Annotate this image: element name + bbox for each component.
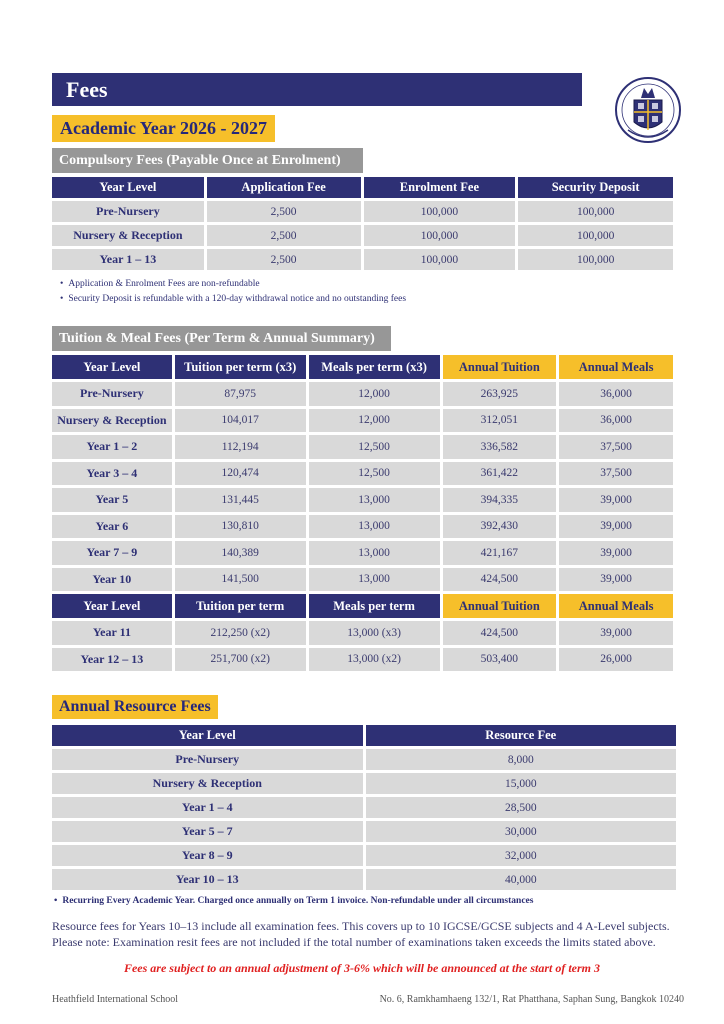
tuition-cell: 141,500 (175, 568, 306, 592)
resource-fee-cell: 30,000 (366, 821, 677, 842)
tuition-fees-heading: Tuition & Meal Fees (Per Term & Annual Summary) (52, 326, 391, 351)
note-item: • Security Deposit is refundable with a 120-day withdrawal notice and no outstanding fees (60, 292, 406, 307)
meals-cell: 13,000 (x3) (309, 621, 440, 645)
annual-meals-cell: 39,000 (559, 621, 673, 645)
annual-meals-cell: 36,000 (559, 409, 673, 433)
column-header: Year Level (52, 725, 363, 746)
table-row (52, 821, 676, 842)
year-level-cell: Year 7 – 9 (52, 541, 172, 565)
enrolment-fee-cell: 100,000 (364, 249, 516, 270)
year-level-cell: Year 1 – 4 (52, 797, 363, 818)
meals-cell: 12,000 (309, 382, 440, 406)
annual-meals-cell: 39,000 (559, 515, 673, 539)
column-header: Meals per term (309, 594, 440, 618)
security-deposit-cell: 100,000 (518, 249, 673, 270)
annual-tuition-cell: 424,500 (443, 621, 557, 645)
security-deposit-cell: 100,000 (518, 201, 673, 222)
resource-fees-table (49, 722, 679, 893)
annual-meals-cell: 37,500 (559, 435, 673, 459)
resource-fee-cell: 15,000 (366, 773, 677, 794)
tuition-cell: 251,700 (x2) (175, 648, 306, 672)
annual-meals-cell: 37,500 (559, 462, 673, 486)
tuition-cell: 87,975 (175, 382, 306, 406)
table-row (52, 409, 673, 433)
year-level-cell: Nursery & Reception (52, 773, 363, 794)
year-level-cell: Year 5 – 7 (52, 821, 363, 842)
table-row (52, 225, 673, 246)
table-row (52, 869, 676, 890)
tuition-cell: 131,445 (175, 488, 306, 512)
compulsory-notes (60, 277, 406, 307)
table-row (52, 621, 673, 645)
column-header: Annual Tuition (443, 594, 557, 618)
table-row (52, 541, 673, 565)
tuition-cell: 212,250 (x2) (175, 621, 306, 645)
table-row (52, 845, 676, 866)
year-level-cell: Pre-Nursery (52, 749, 363, 770)
compulsory-fees-heading: Compulsory Fees (Payable Once at Enrolment) (52, 148, 363, 173)
table-header-row (52, 355, 673, 379)
tuition-cell: 140,389 (175, 541, 306, 565)
enrolment-fee-cell: 100,000 (364, 201, 516, 222)
year-level-cell: Year 10 – 13 (52, 869, 363, 890)
column-header: Annual Meals (559, 594, 673, 618)
year-level-cell: Year 8 – 9 (52, 845, 363, 866)
paragraph-line: Resource fees for Years 10–13 include all examination fees. This covers up to 10 IGCSE/GCSE subjects and 4 A-Level subjects. (52, 919, 670, 933)
tuition-cell: 112,194 (175, 435, 306, 459)
table-row (52, 488, 673, 512)
meals-cell: 12,500 (309, 435, 440, 459)
table-row (52, 382, 673, 406)
table-row (52, 515, 673, 539)
column-header: Year Level (52, 594, 172, 618)
table-header-row (52, 177, 673, 198)
annual-meals-cell: 26,000 (559, 648, 673, 672)
tuition-meal-fees-table (49, 352, 676, 674)
table-row (52, 773, 676, 794)
tuition-cell: 120,474 (175, 462, 306, 486)
table-header-row (52, 594, 673, 618)
resource-fee-cell: 32,000 (366, 845, 677, 866)
meals-cell: 13,000 (309, 488, 440, 512)
year-level-cell: Year 6 (52, 515, 172, 539)
column-header: Annual Tuition (443, 355, 557, 379)
column-header: Year Level (52, 177, 204, 198)
column-header: Security Deposit (518, 177, 673, 198)
column-header: Tuition per term (175, 594, 306, 618)
column-header: Application Fee (207, 177, 361, 198)
annual-tuition-cell: 312,051 (443, 409, 557, 433)
column-header: Year Level (52, 355, 172, 379)
resource-paragraph (52, 918, 692, 950)
application-fee-cell: 2,500 (207, 249, 361, 270)
column-header: Annual Meals (559, 355, 673, 379)
paragraph-line: Please note: Examination resit fees are not included if the total number of examinations taken exceeds the limits stated above. (52, 935, 656, 949)
resource-note: • Recurring Every Academic Year. Charged once annually on Term 1 invoice. Non-refundable under all circumstances (54, 896, 533, 906)
annual-tuition-cell: 503,400 (443, 648, 557, 672)
table-row (52, 648, 673, 672)
application-fee-cell: 2,500 (207, 201, 361, 222)
meals-cell: 13,000 (309, 568, 440, 592)
meals-cell: 13,000 (x2) (309, 648, 440, 672)
annual-meals-cell: 39,000 (559, 541, 673, 565)
table-row (52, 249, 673, 270)
academic-year-label: Academic Year 2026 - 2027 (52, 115, 275, 142)
year-level-cell: Year 1 – 2 (52, 435, 172, 459)
enrolment-fee-cell: 100,000 (364, 225, 516, 246)
column-header: Resource Fee (366, 725, 677, 746)
meals-cell: 12,000 (309, 409, 440, 433)
application-fee-cell: 2,500 (207, 225, 361, 246)
year-level-cell: Year 1 – 13 (52, 249, 204, 270)
year-level-cell: Pre-Nursery (52, 382, 172, 406)
year-level-cell: Year 5 (52, 488, 172, 512)
resource-fee-cell: 8,000 (366, 749, 677, 770)
note-item: • Application & Enrolment Fees are non-refundable (60, 277, 406, 292)
fee-adjustment-note: Fees are subject to an annual adjustment of 3-6% which will be announced at the start of term 3 (123, 961, 601, 975)
table-row (52, 462, 673, 486)
annual-meals-cell: 39,000 (559, 488, 673, 512)
footer-address: No. 6, Ramkhamhaeng 132/1, Rat Phatthana, Saphan Sung, Bangkok 10240 (379, 994, 684, 1005)
table-row (52, 749, 676, 770)
table-row (52, 201, 673, 222)
table-row (52, 568, 673, 592)
annual-meals-cell: 36,000 (559, 382, 673, 406)
resource-fee-cell: 28,500 (366, 797, 677, 818)
meals-cell: 13,000 (309, 515, 440, 539)
column-header: Meals per term (x3) (309, 355, 440, 379)
year-level-cell: Nursery & Reception (52, 409, 172, 433)
tuition-cell: 130,810 (175, 515, 306, 539)
year-level-cell: Year 11 (52, 621, 172, 645)
resource-fees-heading: Annual Resource Fees (52, 695, 218, 719)
year-level-cell: Year 10 (52, 568, 172, 592)
year-level-cell: Nursery & Reception (52, 225, 204, 246)
annual-tuition-cell: 336,582 (443, 435, 557, 459)
column-header: Enrolment Fee (364, 177, 516, 198)
year-level-cell: Pre-Nursery (52, 201, 204, 222)
column-header: Tuition per term (x3) (175, 355, 306, 379)
page-title: Fees (52, 73, 582, 106)
table-row (52, 435, 673, 459)
meals-cell: 13,000 (309, 541, 440, 565)
meals-cell: 12,500 (309, 462, 440, 486)
annual-tuition-cell: 421,167 (443, 541, 557, 565)
year-level-cell: Year 12 – 13 (52, 648, 172, 672)
annual-tuition-cell: 394,335 (443, 488, 557, 512)
annual-tuition-cell: 392,430 (443, 515, 557, 539)
table-header-row (52, 725, 676, 746)
compulsory-fees-table (49, 174, 676, 273)
annual-tuition-cell: 424,500 (443, 568, 557, 592)
tuition-cell: 104,017 (175, 409, 306, 433)
footer-school-name: Heathfield International School (52, 994, 179, 1005)
table-row (52, 797, 676, 818)
annual-tuition-cell: 263,925 (443, 382, 557, 406)
year-level-cell: Year 3 – 4 (52, 462, 172, 486)
annual-tuition-cell: 361,422 (443, 462, 557, 486)
resource-fee-cell: 40,000 (366, 869, 677, 890)
school-crest-logo (614, 70, 682, 160)
annual-meals-cell: 39,000 (559, 568, 673, 592)
security-deposit-cell: 100,000 (518, 225, 673, 246)
